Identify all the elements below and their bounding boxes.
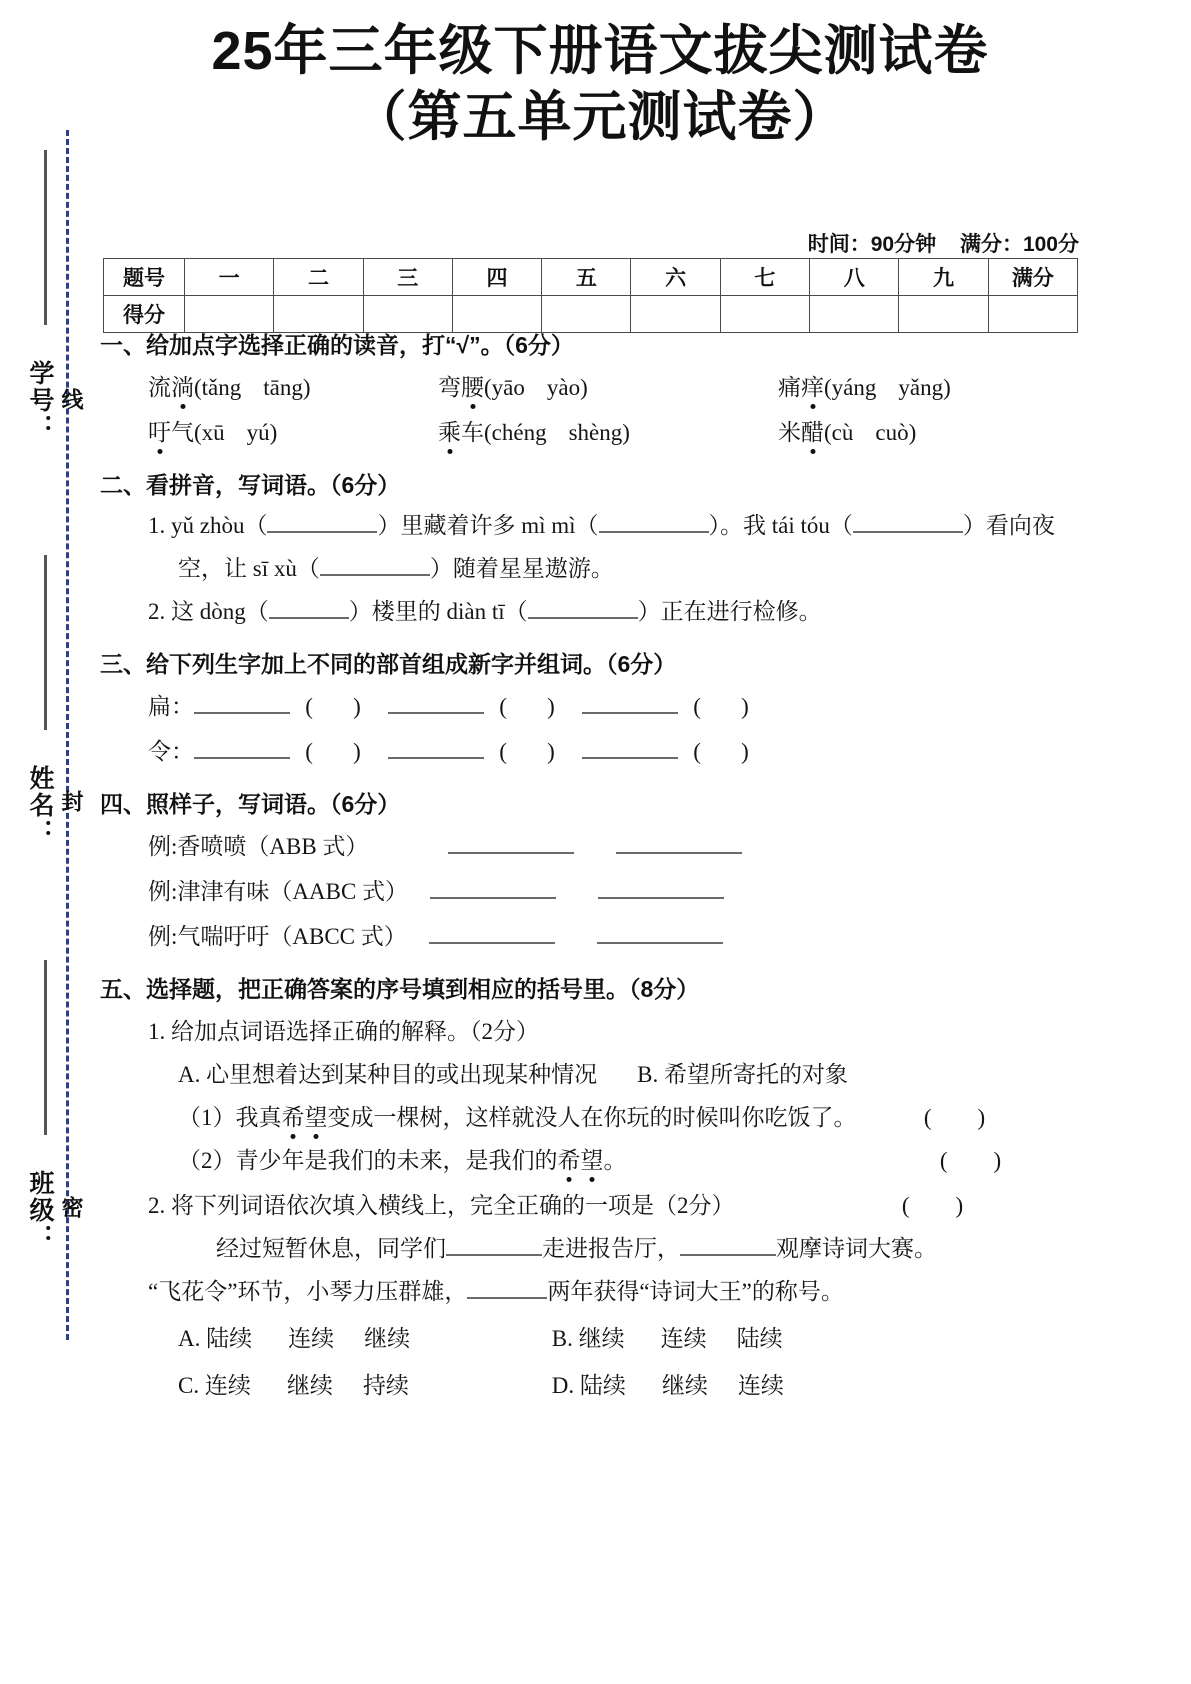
pinyin-item-3 xyxy=(778,372,1078,403)
pinyin-item-2-close: ) xyxy=(580,375,588,400)
score-col-7: 七 xyxy=(720,259,809,296)
s2-q2-text-a: 2. 这 dòng（ xyxy=(148,599,269,624)
score-table-row-label-score: 得分 xyxy=(104,296,185,333)
section-4-heading: 四、照样子，写词语。（6分） xyxy=(100,791,401,817)
pinyin-item-1-close: ) xyxy=(302,375,311,400)
sidebar-field-xuehao: 学号： xyxy=(26,360,54,441)
section-5-q2-sentence-1 xyxy=(100,1233,1110,1264)
score-table-row-label-number: 题号 xyxy=(104,259,185,296)
pinyin-item-3-open: ( xyxy=(824,375,832,400)
s5-q2-option-b-w3[interactable]: 陆续 xyxy=(736,1326,783,1351)
s3-row1-newchar-3[interactable] xyxy=(582,692,678,714)
s5-q2-s2-b: 两年获得“诗词大王”的称号。 xyxy=(547,1279,844,1304)
section-1-row-2 xyxy=(100,417,1110,448)
s3-row2-word-2[interactable]: ( ) xyxy=(499,739,555,764)
sidebar-field-xingming: 姓名： xyxy=(26,765,54,846)
s5-q2-option-d-w3[interactable]: 连续 xyxy=(737,1373,784,1398)
score-col-9: 九 xyxy=(899,259,988,296)
s2-q1-text-b: ）里藏着许多 mì mì（ xyxy=(377,513,599,538)
pinyin-item-1-optionA[interactable]: tǎng xyxy=(201,375,242,400)
pinyin-item-4-optionA[interactable]: xū xyxy=(201,420,225,445)
pinyin-item-4-char2: 气 xyxy=(171,420,194,445)
s2-q1-text-a: 1. yǔ zhòu（ xyxy=(148,513,268,538)
s4-example-1-answer-1[interactable] xyxy=(448,832,574,854)
s5-q2-option-d-label[interactable]: D. 陆续 xyxy=(551,1373,626,1398)
score-cell-1[interactable] xyxy=(185,296,274,333)
sidebar-field-banji: 班级： xyxy=(26,1170,54,1251)
s2-q1-text-c: ）。我 tái tóu（ xyxy=(708,513,853,538)
sidebar-rule-top xyxy=(44,150,47,325)
s4-example-1-label: 例:香喷喷（ABB 式） xyxy=(148,834,369,859)
s5-q2-option-a-w2[interactable]: 连续 xyxy=(288,1326,335,1351)
pinyin-item-2-optionA[interactable]: yāo xyxy=(491,375,525,400)
score-col-3: 三 xyxy=(363,259,452,296)
exam-body xyxy=(100,330,1110,1401)
section-5-q1-heading: 1. 给加点词语选择正确的解释。（2分） xyxy=(148,1019,539,1044)
section-5-q1-options xyxy=(100,1059,1110,1090)
s3-row2-newchar-2[interactable] xyxy=(388,737,484,759)
s5-q1-s1-answer-box[interactable]: ( ) xyxy=(923,1105,986,1130)
s5-q1-s2-pre: （2）青少年是我们的未来，是我们的 xyxy=(178,1148,558,1173)
s5-q2-s2-blank-1[interactable] xyxy=(467,1277,547,1299)
pinyin-item-1-char2: 淌 xyxy=(171,372,194,403)
section-2-q2-line xyxy=(100,596,1110,627)
s5-q2-s1-blank-1[interactable] xyxy=(446,1234,542,1256)
score-cell-7[interactable] xyxy=(720,296,809,333)
exam-meta xyxy=(808,228,1079,258)
s3-row1-word-3[interactable]: ( ) xyxy=(693,694,749,719)
s3-row2-word-3[interactable]: ( ) xyxy=(693,739,749,764)
s5-q2-s2-a: “飞花令”环节，小琴力压群雄， xyxy=(148,1279,468,1304)
pinyin-item-6-open: ( xyxy=(824,420,832,445)
pinyin-item-3-close: ) xyxy=(943,375,951,400)
s4-example-3-label: 例:气喘吁吁（ABCC 式） xyxy=(148,924,407,949)
section-4-example-1 xyxy=(100,831,1110,862)
s4-example-2-label: 例:津津有味（AABC 式） xyxy=(148,879,409,904)
s2-q1-line2-text-b: ）随着星星遨游。 xyxy=(429,556,614,581)
score-col-2: 二 xyxy=(274,259,363,296)
s2-q2-blank-2[interactable] xyxy=(528,597,638,619)
s5-q2-option-c-label[interactable]: C. 连续 xyxy=(178,1373,251,1398)
pinyin-item-6 xyxy=(778,417,1078,448)
s5-q2-option-b-label[interactable]: B. 继续 xyxy=(551,1326,625,1351)
s5-q1-s1-emphasis-char2: 望 xyxy=(305,1102,328,1133)
section-5-heading: 五、选择题，把正确答案的序号填到相应的括号里。（8分） xyxy=(100,976,700,1002)
sidebar-seal-xian: 线 xyxy=(59,388,84,412)
score-cell-8[interactable] xyxy=(810,296,899,333)
pinyin-item-5-char2: 车 xyxy=(461,420,484,445)
pinyin-item-1 xyxy=(148,372,438,403)
s2-q1-text-d: ）看向夜 xyxy=(962,513,1055,538)
s2-q1-line2-text-a: 空，让 sī xù（ xyxy=(178,556,320,581)
pinyin-item-6-char1: 米 xyxy=(778,420,801,445)
seal-dashed-line xyxy=(66,130,69,1340)
s4-example-2-answer-2[interactable] xyxy=(598,877,724,899)
section-5-q1-sentence-1 xyxy=(100,1102,1110,1133)
s3-row1-word-2[interactable]: ( ) xyxy=(499,694,555,719)
s5-q2-s1-blank-2[interactable] xyxy=(680,1234,776,1256)
pinyin-item-4-char1: 吁 xyxy=(148,417,171,448)
pinyin-item-3-optionA[interactable]: yáng xyxy=(831,375,877,400)
pinyin-item-5-char1: 乘 xyxy=(438,417,461,448)
s4-example-1-answer-2[interactable] xyxy=(616,832,742,854)
section-2-q1-line2 xyxy=(100,553,1110,584)
section-4-example-3 xyxy=(100,921,1110,952)
sidebar-rule-bottom xyxy=(44,960,47,1135)
s2-q1-blank-3[interactable] xyxy=(853,511,963,533)
left-margin-sidebar xyxy=(0,0,100,1684)
page-title xyxy=(100,18,1100,150)
score-col-6: 六 xyxy=(631,259,720,296)
s2-q2-blank-1[interactable] xyxy=(269,597,349,619)
score-cell-2[interactable] xyxy=(274,296,363,333)
sidebar-seal-feng: 封 xyxy=(59,790,84,814)
section-1-row-1 xyxy=(100,372,1110,403)
s5-q2-option-c-w3[interactable]: 持续 xyxy=(362,1373,409,1398)
pinyin-item-3-optionB[interactable]: yǎng xyxy=(898,375,944,400)
score-cell-9[interactable] xyxy=(899,296,988,333)
score-col-total: 满分 xyxy=(988,259,1077,296)
s3-row1-label: 扁： xyxy=(148,694,194,719)
s5-q2-s1-c: 观摩诗词大赛。 xyxy=(776,1236,937,1261)
s5-q2-option-b-w2[interactable]: 连续 xyxy=(660,1326,707,1351)
pinyin-item-2-char2: 腰 xyxy=(461,372,484,403)
s5-q1-option-b[interactable]: B. 希望所寄托的对象 xyxy=(637,1062,848,1087)
s2-q2-text-b: ）楼里的 diàn tī（ xyxy=(348,599,528,624)
s2-q1-blank-1[interactable] xyxy=(267,511,377,533)
score-col-4: 四 xyxy=(452,259,541,296)
pinyin-item-4 xyxy=(148,417,438,448)
pinyin-item-3-char2: 痒 xyxy=(801,372,824,403)
pinyin-item-4-open: ( xyxy=(194,420,202,445)
s5-q2-answer-box[interactable]: ( ) xyxy=(901,1193,964,1218)
s3-row2-newchar-3[interactable] xyxy=(582,737,678,759)
pinyin-item-5-optionB[interactable]: shèng xyxy=(568,420,623,445)
s4-example-3-answer-1[interactable] xyxy=(429,922,555,944)
s3-row1-newchar-2[interactable] xyxy=(388,692,484,714)
pinyin-item-6-optionB[interactable]: cuò xyxy=(875,420,909,445)
s3-row2-newchar-1[interactable] xyxy=(194,737,290,759)
s5-q1-s2-answer-box[interactable]: ( ) xyxy=(939,1148,1002,1173)
section-5-q2-options-row-2 xyxy=(100,1370,1110,1401)
pinyin-item-2 xyxy=(438,372,778,403)
s5-q1-s2-emphasis-char2: 望 xyxy=(581,1145,604,1176)
s5-q1-s2-post: 。 xyxy=(603,1148,627,1173)
s5-q2-option-a-label[interactable]: A. 陆续 xyxy=(178,1326,253,1351)
s5-q1-s1-post: 变成一棵树，这样就没人在你玩的时候叫你吃饭了。 xyxy=(327,1105,857,1130)
section-5-q2-sentence-2 xyxy=(100,1276,1110,1307)
pinyin-item-4-optionB[interactable]: yú xyxy=(246,420,270,445)
pinyin-item-1-optionB[interactable]: tāng xyxy=(263,375,303,400)
score-cell-4[interactable] xyxy=(452,296,541,333)
s5-q2-s1-a: 经过短暂休息，同学们 xyxy=(216,1236,446,1261)
section-2-q1-line1 xyxy=(100,510,1110,541)
pinyin-item-6-close: ) xyxy=(908,420,917,445)
sidebar-rule-mid xyxy=(44,555,47,730)
pinyin-item-1-open: ( xyxy=(194,375,202,400)
s4-example-3-answer-2[interactable] xyxy=(597,922,723,944)
title-line-1: 25年三年级下册语文拔尖测试卷 xyxy=(211,21,989,81)
s3-row2-word-1[interactable]: ( ) xyxy=(305,739,361,764)
pinyin-item-1-char1: 流 xyxy=(148,375,171,400)
score-cell-3[interactable] xyxy=(363,296,452,333)
pinyin-item-5-open: ( xyxy=(484,420,492,445)
s5-q1-option-a[interactable]: A. 心里想着达到某种目的或出现某种情况 xyxy=(178,1062,598,1087)
score-col-1: 一 xyxy=(185,259,274,296)
exam-duration: 时间：90分钟 xyxy=(807,233,937,256)
s3-row1-newchar-1[interactable] xyxy=(194,692,290,714)
score-cell-6[interactable] xyxy=(631,296,720,333)
section-1-heading: 一、给加点字选择正确的读音，打“√”。（6分） xyxy=(100,332,574,358)
section-5-q1-sentence-2 xyxy=(100,1145,1110,1176)
title-line-2: （第五单元测试卷） xyxy=(352,87,848,147)
s5-q2-option-d-w2[interactable]: 继续 xyxy=(661,1373,708,1398)
pinyin-item-6-optionA[interactable]: cù xyxy=(831,420,854,445)
score-col-5: 五 xyxy=(542,259,631,296)
sidebar-seal-mi: 密 xyxy=(59,1196,84,1220)
score-cell-5[interactable] xyxy=(542,296,631,333)
s5-q1-s1-pre: （1）我真 xyxy=(178,1105,282,1130)
score-table-score-row xyxy=(104,296,1078,333)
s5-q2-option-a-w3[interactable]: 继续 xyxy=(364,1326,411,1351)
s2-q1-blank-2[interactable] xyxy=(599,511,709,533)
section-2-heading: 二、看拼音，写词语。（6分） xyxy=(100,472,401,498)
s3-row2-label: 令： xyxy=(148,739,194,764)
pinyin-item-2-char1: 弯 xyxy=(438,375,461,400)
s4-example-2-answer-1[interactable] xyxy=(430,877,556,899)
s5-q1-s2-emphasis-char1: 希 xyxy=(558,1145,581,1176)
pinyin-item-2-optionB[interactable]: yào xyxy=(546,375,581,400)
pinyin-item-6-char2: 醋 xyxy=(801,417,824,448)
pinyin-item-4-close: ) xyxy=(269,420,278,445)
s5-q1-s1-emphasis-char1: 希 xyxy=(282,1102,305,1133)
pinyin-item-3-char1: 痛 xyxy=(778,375,801,400)
s2-q2-text-c: ）正在进行检修。 xyxy=(637,599,822,624)
s5-q2-s1-b: 走进报告厅， xyxy=(542,1236,680,1261)
s3-row1-word-1[interactable]: ( ) xyxy=(305,694,361,719)
s5-q2-heading-text: 2. 将下列词语依次填入横线上，完全正确的一项是（2分） xyxy=(148,1193,735,1218)
pinyin-item-5 xyxy=(438,417,778,448)
exam-full-score: 满分：100分 xyxy=(959,233,1079,256)
section-3-heading: 三、给下列生字加上不同的部首组成新字并组词。（6分） xyxy=(100,651,677,677)
s2-q1-blank-4[interactable] xyxy=(320,554,430,576)
score-table-header-row xyxy=(104,259,1078,296)
section-3-row-bian xyxy=(100,691,1110,722)
pinyin-item-5-optionA[interactable]: chéng xyxy=(491,420,547,445)
s5-q2-option-c-w2[interactable]: 继续 xyxy=(286,1373,333,1398)
score-table xyxy=(103,258,1078,333)
section-5-q2-options-row-1 xyxy=(100,1323,1110,1354)
section-4-example-2 xyxy=(100,876,1110,907)
pinyin-item-2-open: ( xyxy=(484,375,492,400)
pinyin-item-5-close: ) xyxy=(622,420,630,445)
section-5-q2-heading xyxy=(100,1190,1110,1221)
score-cell-total[interactable] xyxy=(988,296,1077,333)
score-col-8: 八 xyxy=(810,259,899,296)
section-3-row-ling xyxy=(100,736,1110,767)
